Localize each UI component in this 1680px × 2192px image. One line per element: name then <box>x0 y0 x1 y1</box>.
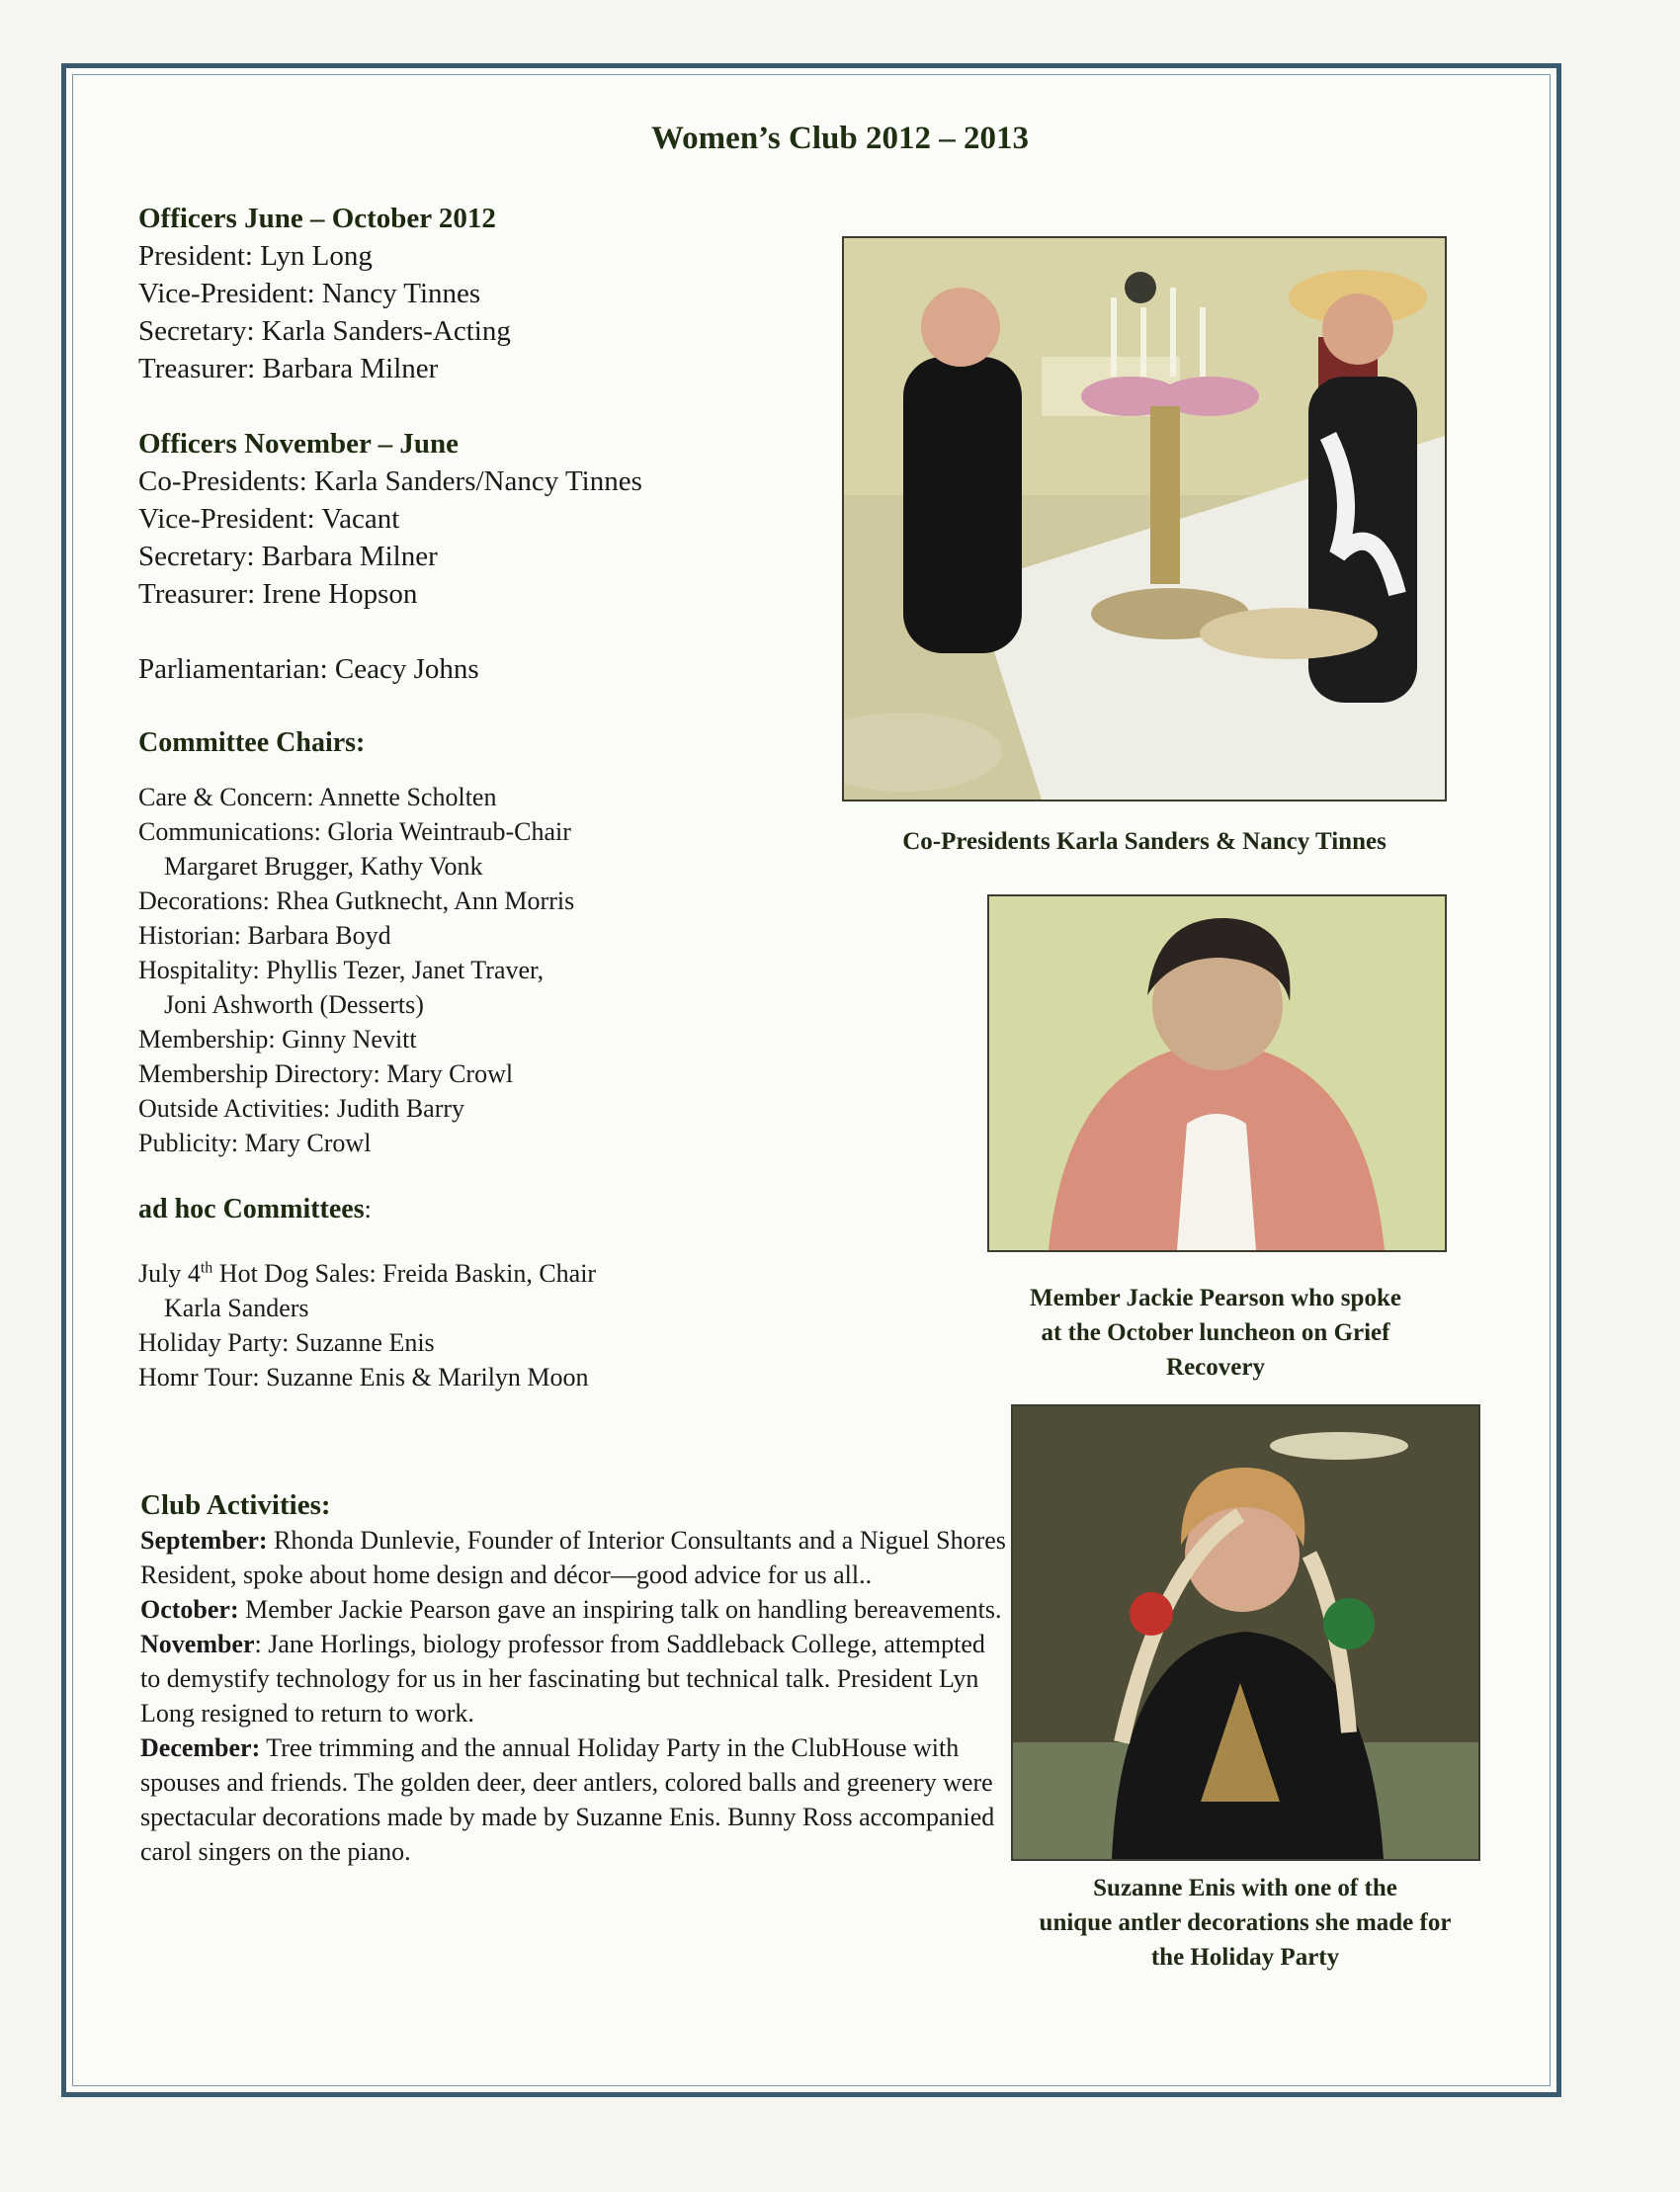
committee-line: Care & Concern: Annette Scholten <box>138 783 497 811</box>
caption-line: at the October luncheon on Grief <box>1041 1319 1390 1346</box>
adhoc-heading: ad hoc Committees: <box>138 1194 372 1224</box>
caption-line: Member Jackie Pearson who spoke <box>1030 1285 1401 1311</box>
officers-june-heading: Officers June – October 2012 <box>138 203 496 234</box>
photo-jackie-pearson-image <box>989 896 1445 1250</box>
officer-line: Secretary: Karla Sanders-Acting <box>138 315 511 347</box>
officer-line: President: Lyn Long <box>138 240 373 272</box>
officer-line: Secretary: Barbara Milner <box>138 541 438 572</box>
caption-line: unique antler decorations she made for <box>1039 1909 1452 1936</box>
committee-line: Membership: Ginny Nevitt <box>138 1025 417 1054</box>
caption-line: Recovery <box>1166 1354 1265 1381</box>
officers-november-heading: Officers November – June <box>138 428 460 460</box>
committee-line: Decorations: Rhea Gutknecht, Ann Morris <box>138 886 575 915</box>
adhoc-line: July 4th Hot Dog Sales: Freida Baskin, Chair <box>138 1259 597 1288</box>
adhoc-line: Homr Tour: Suzanne Enis & Marilyn Moon <box>138 1363 589 1391</box>
committee-line: Membership Directory: Mary Crowl <box>138 1059 514 1088</box>
photo-suzanne-enis-image <box>1013 1406 1478 1859</box>
page-title: Women’s Club 2012 – 2013 <box>651 121 1029 156</box>
officer-line: Co-Presidents: Karla Sanders/Nancy Tinnes <box>138 465 642 497</box>
committee-line: Outside Activities: Judith Barry <box>138 1094 465 1123</box>
committee-line: Communications: Gloria Weintraub-Chair <box>138 817 571 846</box>
caption-line: Suzanne Enis with one of the <box>1093 1875 1397 1901</box>
caption-line: the Holiday Party <box>1150 1944 1340 1971</box>
activity-item: November: Jane Horlings, biology professor from Saddleback College, attempted to demystify technology for us in her fascinating but technical talk. President Lyn Long resigned to return to work. <box>140 1630 985 1728</box>
activity-item: October: Member Jackie Pearson gave an inspiring talk on handling bereavements. <box>140 1595 1002 1624</box>
club-activities <box>140 1488 1010 1869</box>
officer-line: Treasurer: Irene Hopson <box>138 578 418 610</box>
parliamentarian: Parliamentarian: Ceacy Johns <box>138 653 479 685</box>
officer-line: Vice-President: Vacant <box>138 503 400 535</box>
photo-co-presidents-image <box>844 238 1445 800</box>
committee-chairs-heading: Committee Chairs: <box>138 727 366 758</box>
officer-line: Treasurer: Barbara Milner <box>138 353 439 384</box>
caption-jackie-pearson <box>919 1281 1512 1385</box>
adhoc-line: Holiday Party: Suzanne Enis <box>138 1328 435 1357</box>
committee-line: Publicity: Mary Crowl <box>138 1129 372 1157</box>
photo-suzanne-enis <box>1011 1404 1480 1861</box>
caption-suzanne-enis <box>964 1871 1527 1975</box>
adhoc-line: Karla Sanders <box>164 1294 309 1322</box>
activity-item: December: Tree trimming and the annual Holiday Party in the ClubHouse with spouses and friends. The golden deer, deer antlers, colored balls and greenery were spectacular decorations made by made by Suzanne Enis. Bunny Ross accompanied carol singers on the piano. <box>140 1733 995 1866</box>
activity-item: September: Rhonda Dunlevie, Founder of Interior Consultants and a Niguel Shores Resident, spoke about home design and décor—good advice for us all.. <box>140 1526 1006 1589</box>
photo-co-presidents <box>842 236 1447 801</box>
committee-line: Hospitality: Phyllis Tezer, Janet Traver, <box>138 956 545 984</box>
committee-line: Joni Ashworth (Desserts) <box>164 990 424 1019</box>
photo-jackie-pearson <box>987 894 1447 1252</box>
officer-line: Vice-President: Nancy Tinnes <box>138 278 481 309</box>
club-activities-heading: Club Activities: <box>140 1489 331 1521</box>
committee-line: Margaret Brugger, Kathy Vonk <box>164 852 483 881</box>
caption-co-presidents: Co-Presidents Karla Sanders & Nancy Tinnes <box>902 828 1386 855</box>
committee-line: Historian: Barbara Boyd <box>138 921 391 950</box>
